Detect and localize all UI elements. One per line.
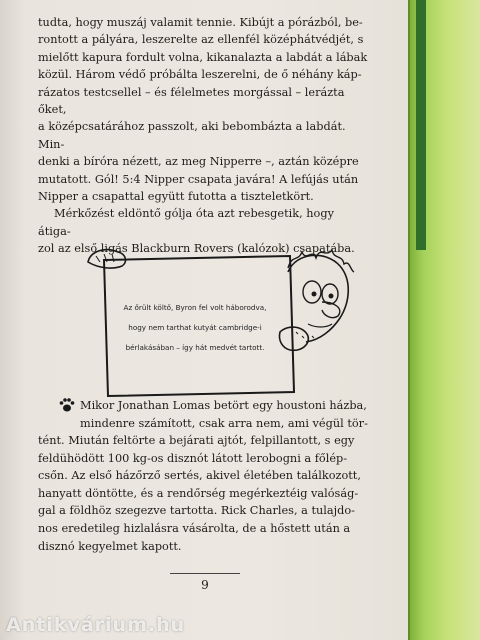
story-line: csőn. Az első házőrző sertés, akivel életében találkozott, xyxy=(38,469,361,483)
story-line: feldühödött 100 kg-os disznót látott lerobogni a főlép- xyxy=(38,451,348,465)
character-head xyxy=(288,255,348,342)
body-line: Nipper a csapattal együtt futotta a tiszteletkört. xyxy=(38,190,314,204)
story-line: nos eredetileg hizlalásra vásárolta, de a hőstett után a xyxy=(38,521,351,535)
body-line: rázatos testcsellel – és félelmetes morgással – lerázta őket, xyxy=(38,85,345,117)
story-line: gal a földhöz szegezve tartotta. Rick Charles, a tulajdo- xyxy=(38,504,355,518)
story-line: tént. Miután feltörte a bejárati ajtót, felpillantott, s egy xyxy=(38,434,355,447)
story-line: hanyatt döntötte, és a rendőrség megérkeztéig valóság- xyxy=(38,486,359,500)
story-text xyxy=(80,397,390,432)
cover-spine-stripe xyxy=(416,0,426,250)
body-line: mielőtt kapura fordult volna, kikanalazta a labdát a lábak xyxy=(38,50,368,64)
story-line: Mikor Jonathan Lomas betört egy houstoni házba, xyxy=(80,399,367,412)
story-line: mindenre számított, csak arra nem, ami végül tör- xyxy=(80,416,368,430)
page-number: 9 xyxy=(201,578,209,592)
right-hand xyxy=(279,327,308,350)
paw-print-icon xyxy=(58,397,76,413)
body-line: mutatott. Gól! 5:4 Nipper csapata javára! A lefújás után xyxy=(38,172,359,186)
sign-line: bérlakásában – így hát medvét tartott. xyxy=(125,343,265,352)
story-line: disznó kegyelmet kapott. xyxy=(38,539,182,553)
body-line: közül. Három védő próbálta leszerelni, de ő néhány káp- xyxy=(38,68,362,82)
body-line: rontott a pályára, leszerelte az ellenfél középhátvédjét, s xyxy=(38,33,364,47)
watermark: Antikvárium.hu xyxy=(6,614,186,636)
body-line: a középcsatárához passzolt, aki bebombázta a labdát. Min- xyxy=(38,120,346,151)
sign-caption xyxy=(110,298,280,358)
footer-rule xyxy=(170,573,240,574)
body-line: zol az első ligás Blackburn Rovers (kalózok) csapatába. xyxy=(38,242,355,256)
body-line: denki a bíróra nézett, az meg Nipperre –, aztán középre xyxy=(38,155,359,169)
body-text xyxy=(38,14,368,258)
body-line: tudta, hogy muszáj valamit tennie. Kibújt a pórázból, be- xyxy=(38,16,363,29)
sign-line: hogy nem tarthat kutyát cambridge-i xyxy=(128,323,262,332)
sign-line: Az őrült költő, Byron fel volt háborodva, xyxy=(123,303,267,312)
story-text-continued xyxy=(38,432,390,555)
body-line: Mérkőzést eldöntő gólja óta azt rebesgetik, hogy átiga- xyxy=(38,207,334,238)
